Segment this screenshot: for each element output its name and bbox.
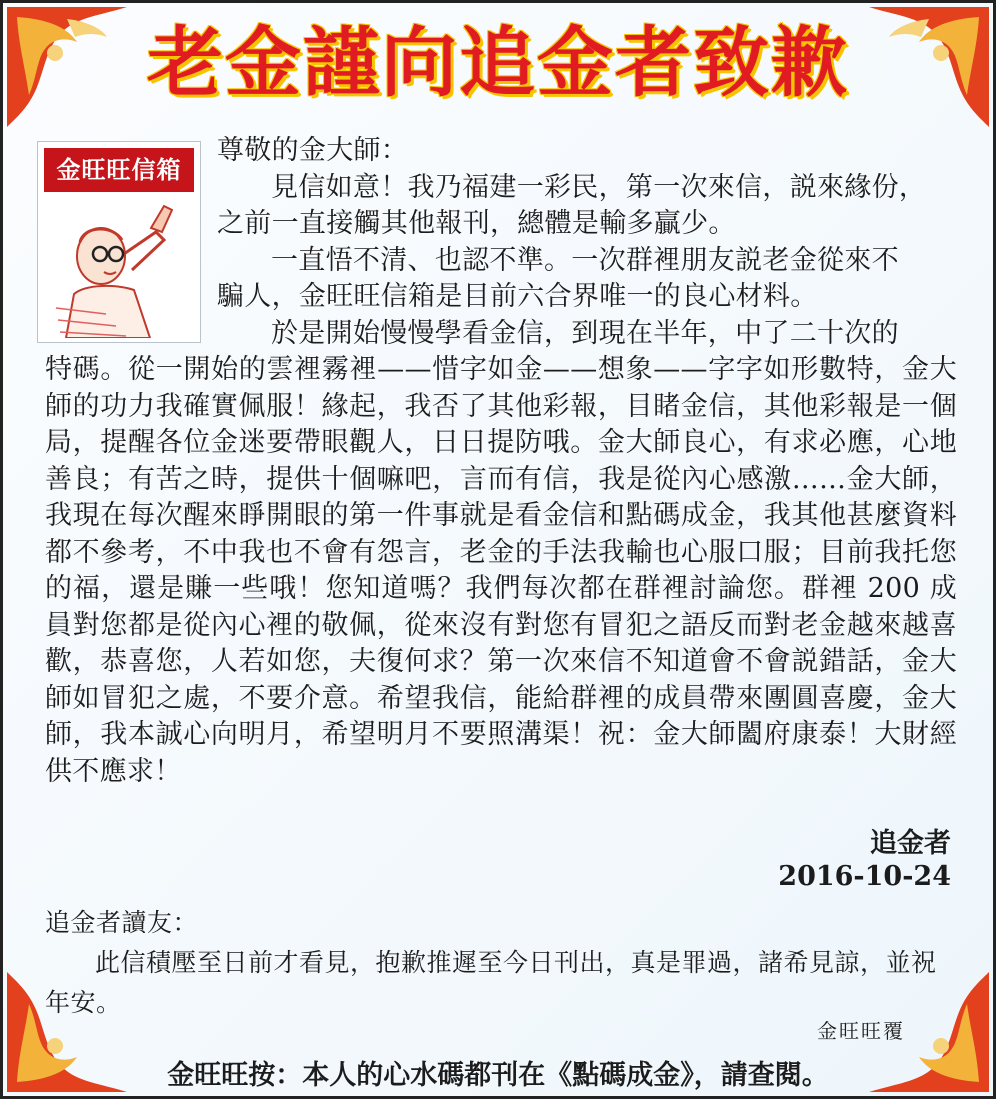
letter-signature: 追金者 [870,828,951,859]
reply-body: 此信積壓至日前才看見，抱歉推遲至今日刊出，真是罪過，諸希見諒，並祝年安。 [45,948,937,1017]
editor-reply [45,903,957,1023]
logo-title: 金旺旺信箱 [44,148,194,192]
headline: 老金謹向追金者致歉 [147,18,849,107]
letter-paragraph: 於是開始慢慢學看金信，到現在半年，中了二十次的 [271,317,899,349]
reply-salutation: 追金者讀友： [45,908,199,937]
letter-paragraph: 騙人，金旺旺信箱是目前六合界唯一的良心材料。 [217,281,818,312]
letter-paragraph: 一直悟不清、也認不準。一次群裡朋友説老金從來不 [271,244,899,276]
footer-note: 金旺旺按：本人的心水碼都刊在《點碼成金》，請查閱。 [167,1060,829,1091]
letter-paragraph: 之前一直接觸其他報刊，總體是輸多贏少。 [217,208,736,239]
letter-paragraph: 見信如意！我乃福建一彩民，第一次來信，説來緣份， [271,171,927,203]
letter-date: 2016-10-24 [778,861,951,892]
reader-letter [45,133,957,790]
letter-salutation: 尊敬的金大師： [217,135,409,166]
letter-paragraph: 特碼。從一開始的雲裡霧裡——惜字如金——想象——字字如形數特，金大師的功力我確實佩服！緣起，我否了其他彩報，目睹金信，其他彩報是一個局，提醒各位金迷要帶眼觀人，日日提防哦。金大師良心，有求必應，心地善良；有苦之時，提供十個嘛吧，言而有信，我是從內心感激……金大師，我現在每次醒來睜開眼的第一件事就是看金信和點碼成金，我其他甚麼資料都不參考，不中我也不會有怨言，老金的手法我輸也心服口服；目前我托您的福，還是賺一些哦！您知道嗎？我們每次都在群裡討論您。群裡 200 成員對您都是從內心裡的敬佩，從來沒有對您有冒犯之語反而對老金越來越喜歡，恭喜您，人若如您，夫復何求？第一次來信不知道會不會説錯話，金大師如冒犯之處，不要介意。希望我信，能給群裡的成員帶來團圓喜慶，金大師，我本誠心向明月，希望明月不要照溝渠！祝：金大師闔府康泰！大財經供不應求！ [45,354,957,787]
reply-signature: 金旺旺覆 [817,1019,905,1043]
